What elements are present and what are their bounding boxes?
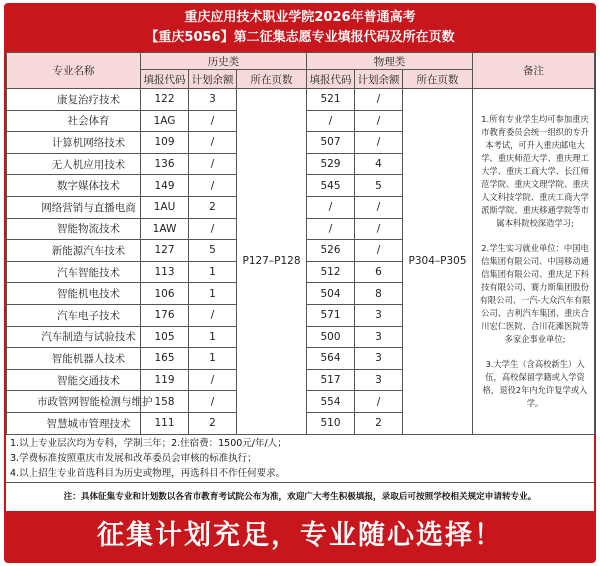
- table-header-row: [7, 53, 595, 70]
- physics-plan-cell: /: [355, 132, 403, 154]
- history-plan-cell: 2: [189, 196, 237, 218]
- physics-plan-cell: 6: [355, 261, 403, 283]
- history-plan-header: 计划余额: [189, 70, 237, 89]
- history-code-cell: 122: [141, 89, 189, 111]
- history-plan-cell: 1: [189, 348, 237, 370]
- major-name-cell: 汽车制造与试验技术: [7, 326, 141, 348]
- major-name-cell: 智慧城市管理技术: [7, 412, 141, 434]
- history-code-cell: 176: [141, 304, 189, 326]
- physics-plan-header: 计划余额: [355, 70, 403, 89]
- history-code-cell: 1AU: [141, 196, 189, 218]
- physics-code-cell: 564: [307, 348, 355, 370]
- physics-code-cell: 507: [307, 132, 355, 154]
- physics-code-cell: 545: [307, 175, 355, 197]
- history-code-cell: 106: [141, 283, 189, 305]
- footnotes: [6, 432, 594, 483]
- history-page-cell: P127–P128: [237, 89, 307, 435]
- history-code-cell: 109: [141, 132, 189, 154]
- slogan-banner: 征集计划充足，专业随心选择！: [6, 511, 594, 561]
- physics-plan-cell: 4: [355, 153, 403, 175]
- physics-code-header: 填报代码: [307, 70, 355, 89]
- physics-plan-cell: 8: [355, 283, 403, 305]
- physics-plan-cell: /: [355, 240, 403, 262]
- physics-plan-cell: 3: [355, 304, 403, 326]
- physics-plan-cell: /: [355, 89, 403, 111]
- physics-page-header: 所在页数: [403, 70, 473, 89]
- history-plan-cell: 3: [189, 89, 237, 111]
- history-plan-cell: 1: [189, 283, 237, 305]
- history-plan-cell: /: [189, 369, 237, 391]
- history-code-cell: 113: [141, 261, 189, 283]
- major-name-cell: 计算机网络技术: [7, 132, 141, 154]
- major-name-cell: 智能物流技术: [7, 218, 141, 240]
- history-code-cell: 158: [141, 391, 189, 413]
- history-plan-cell: /: [189, 391, 237, 413]
- majors-table: [6, 52, 595, 435]
- history-page-header: 所在页数: [237, 70, 307, 89]
- physics-code-cell: 510: [307, 412, 355, 434]
- history-code-cell: 111: [141, 412, 189, 434]
- physics-code-cell: 521: [307, 89, 355, 111]
- major-name-cell: 无人机应用技术: [7, 153, 141, 175]
- physics-plan-cell: /: [355, 196, 403, 218]
- major-name-cell: 汽车电子技术: [7, 304, 141, 326]
- physics-code-cell: 512: [307, 261, 355, 283]
- page-frame: [4, 3, 596, 563]
- col-remark-header: 备注: [473, 53, 595, 89]
- history-code-cell: 105: [141, 326, 189, 348]
- major-name-cell: 智能机器人技术: [7, 348, 141, 370]
- history-group-header: 历史类: [141, 53, 307, 70]
- physics-plan-cell: 3: [355, 326, 403, 348]
- major-name-cell: 汽车智能技术: [7, 261, 141, 283]
- physics-plan-cell: 3: [355, 369, 403, 391]
- footnote-line: 3.学费标准按照重庆市发展和改革委员会审核的标准执行；: [10, 453, 257, 464]
- history-code-cell: 165: [141, 348, 189, 370]
- remark-paragraph: 1.所有专业学生均可参加重庆市教育委员会统一组织的专升本考试，可升入重庆邮电大学、重庆师范大学、重庆理工大学、重庆工商大学、长江师范学院、重庆文理学院、重庆人文科技学院、重庆工商大学派斯学院、重庆移通学院等市属本科院校深造学习;: [481, 113, 589, 228]
- header-title: 重庆应用技术职业学院2026年普通高考: [184, 10, 416, 25]
- major-name-cell: 智能交通技术: [7, 369, 141, 391]
- physics-code-cell: 526: [307, 240, 355, 262]
- physics-plan-cell: /: [355, 110, 403, 132]
- major-name-cell: 网络营销与直播电商: [7, 196, 141, 218]
- major-name-cell: 新能源汽车技术: [7, 240, 141, 262]
- physics-plan-cell: 5: [355, 175, 403, 197]
- history-code-cell: 136: [141, 153, 189, 175]
- history-plan-cell: /: [189, 175, 237, 197]
- history-code-cell: 1AG: [141, 110, 189, 132]
- major-name-cell: 数字媒体技术: [7, 175, 141, 197]
- history-plan-cell: /: [189, 132, 237, 154]
- physics-page-cell: P304–P305: [403, 89, 473, 435]
- history-code-cell: 1AW: [141, 218, 189, 240]
- history-plan-cell: /: [189, 110, 237, 132]
- physics-code-cell: 504: [307, 283, 355, 305]
- footnote-line: 1.以上专业层次均为专科，学制三年；2.住宿费：1500元/年/人；: [10, 438, 287, 449]
- history-code-cell: 119: [141, 369, 189, 391]
- history-plan-cell: /: [189, 304, 237, 326]
- page-header: [6, 5, 594, 52]
- physics-plan-cell: /: [355, 218, 403, 240]
- header-subtitle: 【重庆5056】第二征集志愿专业填报代码及所在页数: [145, 30, 455, 45]
- physics-code-cell: 571: [307, 304, 355, 326]
- history-plan-cell: /: [189, 153, 237, 175]
- physics-code-cell: 500: [307, 326, 355, 348]
- physics-code-cell: /: [307, 196, 355, 218]
- footnote-line: 4.以上招生专业首选科目为历史或物理，再选科目不作任何要求。: [10, 468, 286, 479]
- physics-code-cell: 517: [307, 369, 355, 391]
- major-name-cell: 社会体育: [7, 110, 141, 132]
- admission-tip: 注：具体征集专业和计划数以各省市教育考试院公布为准，欢迎广大考生积极填报，录取后可按照学校相关规定申请转专业。: [63, 492, 537, 502]
- remark-paragraph: 2.学生实习就业单位：中国电信集团有限公司、中国移动通信集团有限公司、重庆足下科技有限公司、赛力斯集团股份有限公司、一汽-大众汽车有限公司、吉利汽车集团、重庆合川宏仁医院、合川花滩医院等多家企事业单位;: [479, 242, 591, 344]
- physics-group-header: 物理类: [307, 53, 473, 70]
- physics-code-cell: /: [307, 218, 355, 240]
- remark-paragraph: 3.大学生（含高校新生）入伍，高校保留学籍或入学资格，退役2年内允许复学或入学。: [482, 358, 588, 408]
- history-plan-cell: 5: [189, 240, 237, 262]
- physics-plan-cell: 3: [355, 348, 403, 370]
- physics-plan-cell: 2: [355, 412, 403, 434]
- col-major-header: 专业名称: [7, 53, 141, 89]
- physics-code-cell: 529: [307, 153, 355, 175]
- history-plan-cell: 1: [189, 261, 237, 283]
- physics-plan-cell: /: [355, 391, 403, 413]
- major-name-cell: 康复治疗技术: [7, 89, 141, 111]
- major-name-cell: 市政管网智能检测与维护: [7, 391, 141, 413]
- major-name-cell: 智能机电技术: [7, 283, 141, 305]
- physics-code-cell: 554: [307, 391, 355, 413]
- physics-code-cell: /: [307, 110, 355, 132]
- history-plan-cell: 2: [189, 412, 237, 434]
- history-code-cell: 149: [141, 175, 189, 197]
- history-code-header: 填报代码: [141, 70, 189, 89]
- history-plan-cell: 1: [189, 326, 237, 348]
- table-row: [7, 89, 595, 111]
- history-code-cell: 127: [141, 240, 189, 262]
- history-plan-cell: /: [189, 218, 237, 240]
- remarks-cell: [473, 89, 595, 435]
